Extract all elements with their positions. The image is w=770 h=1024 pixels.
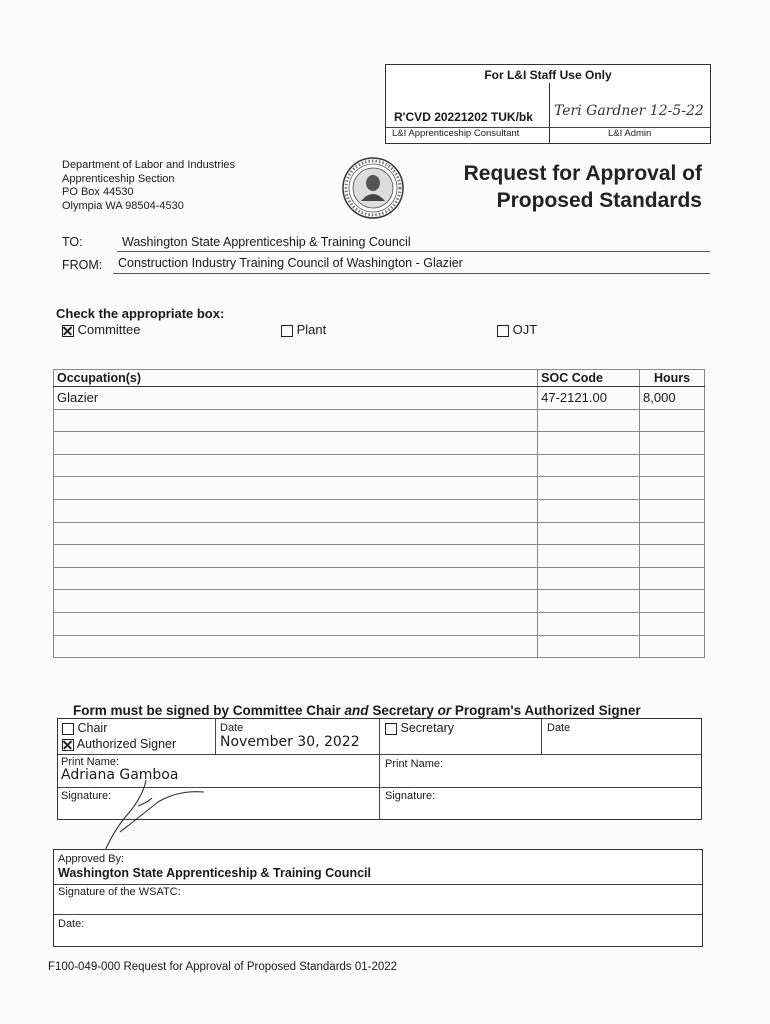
received-stamp: R'CVD 20221202 TUK/bk bbox=[394, 110, 533, 124]
hours-cell[interactable] bbox=[640, 409, 705, 432]
date-label: Date bbox=[220, 722, 244, 734]
approval-date-label: Date: bbox=[58, 918, 85, 930]
occupation-cell[interactable] bbox=[54, 545, 538, 568]
divider bbox=[549, 83, 550, 143]
soc-code-cell[interactable] bbox=[538, 545, 640, 568]
divider bbox=[54, 884, 702, 885]
from-label: FROM: bbox=[62, 258, 103, 272]
table-row bbox=[54, 590, 705, 613]
soc-code-cell[interactable] bbox=[538, 612, 640, 635]
staff-use-box bbox=[385, 64, 711, 144]
occupation-cell[interactable] bbox=[54, 499, 538, 522]
plant-option[interactable] bbox=[281, 322, 326, 337]
address-line: Olympia WA 98504-4530 bbox=[62, 199, 184, 212]
hours-header: Hours bbox=[640, 370, 705, 387]
to-underline bbox=[117, 251, 710, 252]
hours-cell[interactable] bbox=[640, 567, 705, 590]
secretary-label: Secretary bbox=[400, 721, 454, 735]
from-underline bbox=[113, 273, 710, 274]
table-row bbox=[54, 454, 705, 477]
committee-option[interactable] bbox=[62, 322, 140, 337]
occupation-header: Occupation(s) bbox=[54, 370, 538, 387]
divider bbox=[379, 719, 380, 819]
soc-code-cell[interactable] bbox=[538, 590, 640, 613]
heading-text: Program's Authorized Signer bbox=[451, 703, 641, 718]
soc-code-cell[interactable] bbox=[538, 409, 640, 432]
to-label: TO: bbox=[62, 235, 83, 249]
committee-label: Committee bbox=[77, 322, 141, 337]
check-heading: Check the appropriate box: bbox=[56, 306, 225, 321]
heading-text: or bbox=[437, 703, 452, 718]
title-line: Proposed Standards bbox=[496, 189, 702, 212]
hours-cell[interactable] bbox=[640, 545, 705, 568]
table-row bbox=[54, 522, 705, 545]
hours-cell[interactable] bbox=[640, 477, 705, 500]
occupation-cell[interactable] bbox=[54, 409, 538, 432]
soc-code-header: SOC Code bbox=[538, 370, 640, 387]
divider bbox=[54, 914, 702, 915]
occupation-cell[interactable] bbox=[54, 477, 538, 500]
committee-checkbox[interactable] bbox=[62, 325, 74, 337]
occupation-cell[interactable] bbox=[54, 590, 538, 613]
occupation-cell[interactable] bbox=[54, 635, 538, 658]
occupation-cell[interactable] bbox=[54, 432, 538, 455]
print-name-label: Print Name: bbox=[61, 756, 120, 768]
hours-cell[interactable]: 8,000 bbox=[640, 387, 705, 410]
occupation-cell[interactable] bbox=[54, 522, 538, 545]
secretary-option[interactable] bbox=[385, 721, 454, 735]
occupation-cell[interactable]: Glazier bbox=[54, 387, 538, 410]
soc-code-cell[interactable] bbox=[538, 499, 640, 522]
form-footer: F100-049-000 Request for Approval of Proposed Standards 01-2022 bbox=[48, 961, 398, 973]
hours-cell[interactable] bbox=[640, 635, 705, 658]
address-line: Apprenticeship Section bbox=[62, 172, 175, 185]
date-value[interactable]: November 30, 2022 bbox=[220, 734, 360, 750]
approval-box bbox=[53, 849, 703, 947]
hours-cell[interactable] bbox=[640, 612, 705, 635]
ojt-checkbox[interactable] bbox=[497, 325, 509, 337]
table-row bbox=[54, 499, 705, 522]
print-name-value[interactable]: Adriana Gamboa bbox=[61, 767, 179, 783]
table-row bbox=[54, 635, 705, 658]
soc-code-cell[interactable] bbox=[538, 454, 640, 477]
hours-cell[interactable] bbox=[640, 432, 705, 455]
table-row bbox=[54, 545, 705, 568]
approved-by-label: Approved By: bbox=[58, 853, 125, 865]
address-line: Department of Labor and Industries bbox=[62, 159, 236, 171]
title-line: Request for Approval of bbox=[463, 162, 702, 185]
divider bbox=[58, 754, 701, 755]
chair-checkbox[interactable] bbox=[62, 723, 74, 735]
table-row bbox=[54, 612, 705, 635]
secretary-checkbox[interactable] bbox=[385, 723, 397, 735]
heading-text: Form must be signed by Committee Chair bbox=[73, 703, 345, 718]
department-address bbox=[62, 159, 235, 213]
to-value: Washington State Apprenticeship & Training Council bbox=[122, 235, 411, 249]
from-value: Construction Industry Training Council of Washington - Glazier bbox=[118, 256, 463, 270]
hours-cell[interactable] bbox=[640, 590, 705, 613]
ojt-label: OJT bbox=[512, 322, 538, 337]
admin-label: L&I Admin bbox=[608, 128, 652, 139]
hours-cell[interactable] bbox=[640, 499, 705, 522]
handwritten-signature bbox=[98, 762, 210, 862]
table-header-row bbox=[54, 370, 705, 387]
signature-label: Signature: bbox=[61, 790, 112, 802]
hours-cell[interactable] bbox=[640, 454, 705, 477]
soc-code-cell[interactable] bbox=[538, 522, 640, 545]
table-row bbox=[54, 477, 705, 500]
divider bbox=[541, 719, 542, 754]
soc-code-cell[interactable] bbox=[538, 477, 640, 500]
soc-code-cell[interactable]: 47-2121.00 bbox=[538, 387, 640, 410]
ojt-option[interactable] bbox=[497, 322, 537, 337]
divider bbox=[215, 719, 216, 754]
table-row bbox=[54, 409, 705, 432]
heading-text: Secretary bbox=[368, 703, 438, 718]
table-row bbox=[54, 432, 705, 455]
address-line: PO Box 44530 bbox=[62, 186, 134, 198]
chair-label: Chair bbox=[77, 721, 108, 735]
occupations-table bbox=[53, 369, 705, 658]
soc-code-cell[interactable] bbox=[538, 432, 640, 455]
council-name: Washington State Apprenticeship & Training Council bbox=[58, 866, 371, 880]
staff-use-header: For L&I Staff Use Only bbox=[484, 68, 612, 82]
hours-cell[interactable] bbox=[640, 522, 705, 545]
signing-heading bbox=[73, 703, 641, 718]
state-seal-icon bbox=[342, 157, 404, 219]
plant-checkbox[interactable] bbox=[281, 325, 293, 337]
authorized-signer-option[interactable] bbox=[62, 737, 176, 751]
chair-option[interactable] bbox=[62, 721, 107, 735]
occupation-cell[interactable] bbox=[54, 454, 538, 477]
soc-code-cell[interactable] bbox=[538, 635, 640, 658]
heading-text: and bbox=[344, 703, 369, 718]
wsatc-signature-label: Signature of the WSATC: bbox=[58, 886, 181, 898]
authorized-signer-checkbox[interactable] bbox=[62, 739, 74, 751]
table-row bbox=[54, 387, 705, 410]
consultant-label: L&I Apprenticeship Consultant bbox=[392, 128, 520, 139]
authorized-signer-label: Authorized Signer bbox=[76, 737, 177, 751]
plant-label: Plant bbox=[296, 322, 327, 337]
print-name-label-2: Print Name: bbox=[385, 758, 444, 770]
date-label-2: Date bbox=[547, 722, 571, 734]
admin-signature: Teri Gardner 12-5-22 bbox=[554, 103, 704, 119]
table-row bbox=[54, 567, 705, 590]
signature-label-2: Signature: bbox=[385, 790, 436, 802]
occupation-cell[interactable] bbox=[54, 612, 538, 635]
soc-code-cell[interactable] bbox=[538, 567, 640, 590]
occupation-cell[interactable] bbox=[54, 567, 538, 590]
page-title bbox=[430, 160, 702, 214]
